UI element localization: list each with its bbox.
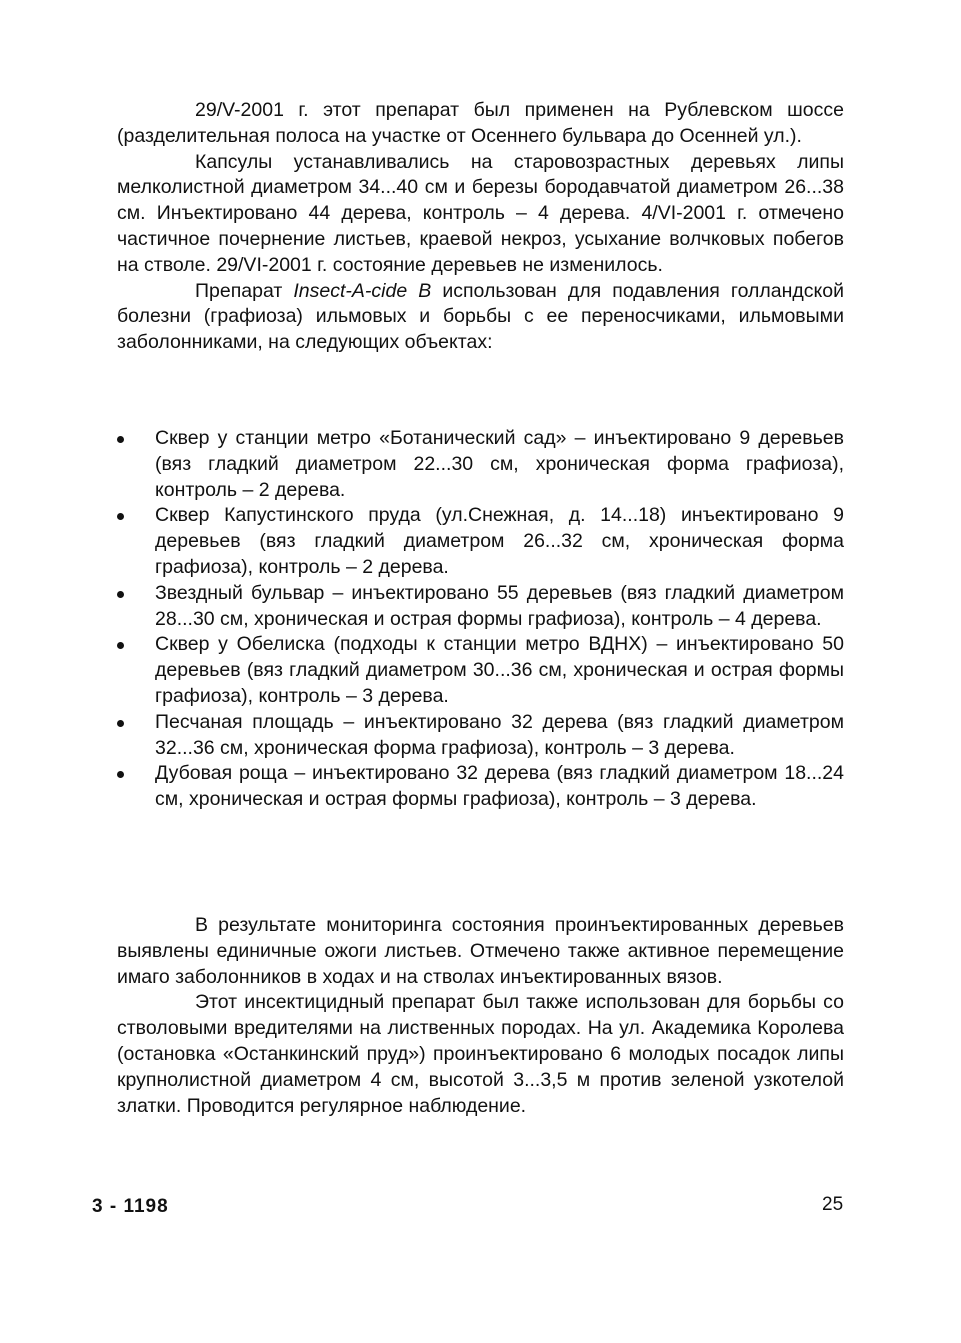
list-item — [117, 632, 844, 709]
bullet-icon — [117, 642, 124, 649]
top-text-block — [117, 98, 844, 356]
paragraph-korolev-street: Этот инсектицидный препарат был также использован для борьбы со стволовыми вредителями на лиственных породах. На ул. Академика Королева (остановка «Останкинский пруд») проинъектировано 6 молодых посадок липы крупнолистной диаметром 4 см, высотой 3...3,5 м против зеленой узкотелой златки. Проводится регулярное наблюдение. — [117, 991, 844, 1117]
insect-paragraph-before: Препарат — [195, 279, 294, 302]
list-item-text: Сквер Капустинского пруда (ул.Снежная, д. 14...18) инъектировано 9 деревьев (вяз гладкий диаметром 26...32 см, хроническая форма графиоза), контроль – 2 дерева. — [155, 504, 844, 578]
bullet-icon — [117, 513, 124, 520]
list-item-text: Сквер у Обелиска (подходы к станции метро ВДНХ) – инъектировано 50 деревьев (вяз гладкий диаметром 30...36 см, хроническая и острая формы графиоза), контроль – 3 дерева. — [155, 633, 844, 707]
paragraph-capsules: Капсулы устанавливались на старовозрастных деревьях липы мелколистной диаметром 34...40 см и березы бородавчатой диаметром 26...38 см. Инъектировано 44 дерева, контроль – 4 дерева. 4/VI-2001 г. отмечено частичное почернение листьев, краевой некроз, усыхание волчковых побегов на стволе. 29/VI-2001 г. состояние деревьев не изменилось. — [117, 150, 844, 276]
bottom-text-block — [117, 913, 844, 1119]
list-item-text: Сквер у станции метро «Ботанический сад» – инъектировано 9 деревьев (вяз гладкий диаметром 22...30 см, хроническая форма графиоза), контроль – 2 дерева. — [155, 427, 844, 501]
bullet-icon — [117, 771, 124, 778]
list-item-text: Песчаная площадь – инъектировано 32 дерева (вяз гладкий диаметром 32...36 см, хроническая форма графиоза), контроль – 3 дерева. — [155, 710, 844, 759]
bullet-icon — [117, 591, 124, 598]
product-name: Insect-A-cide B — [293, 279, 432, 302]
insect-paragraph-after: использован для подавления голландской болезни (графиоза) ильмовых и борьбы с ее переносчиками, ильмовыми заболонниками, на следующих объектах: — [117, 279, 844, 354]
list-item-text: Дубовая роща – инъектировано 32 дерева (вяз гладкий диаметром 18...24 см, хроническая и острая формы графиоза), контроль – 3 дерева. — [155, 762, 844, 811]
list-item — [117, 426, 844, 503]
paragraph-monitoring: В результате мониторинга состояния проинъектированных деревьев выявлены единичные ожоги листьев. Отмечено также активное перемещение имаго заболонников в ходах и на стволах инъектированных вязов. — [117, 914, 844, 988]
list-item — [117, 581, 844, 633]
list-item-text: Звездный бульвар – инъектировано 55 деревьев (вяз гладкий диаметром 28...30 см, хроническая и острая формы графиоза), контроль – 4 дерева. — [155, 581, 844, 630]
paragraph-rublevskoe: 29/V-2001 г. этот препарат был применен на Рублевском шоссе (разделительная полоса на участке от Осеннего бульвара до Осенней ул.). — [117, 99, 844, 147]
page-number: 25 — [822, 1194, 844, 1215]
bullet-icon — [117, 720, 124, 727]
signature-mark: 3 - 1198 — [92, 1196, 169, 1217]
list-item — [117, 761, 844, 813]
list-item — [117, 710, 844, 762]
objects-list — [117, 426, 844, 813]
list-item — [117, 503, 844, 580]
paragraph-insect-a-cide — [117, 279, 844, 356]
bullet-icon — [117, 436, 124, 443]
